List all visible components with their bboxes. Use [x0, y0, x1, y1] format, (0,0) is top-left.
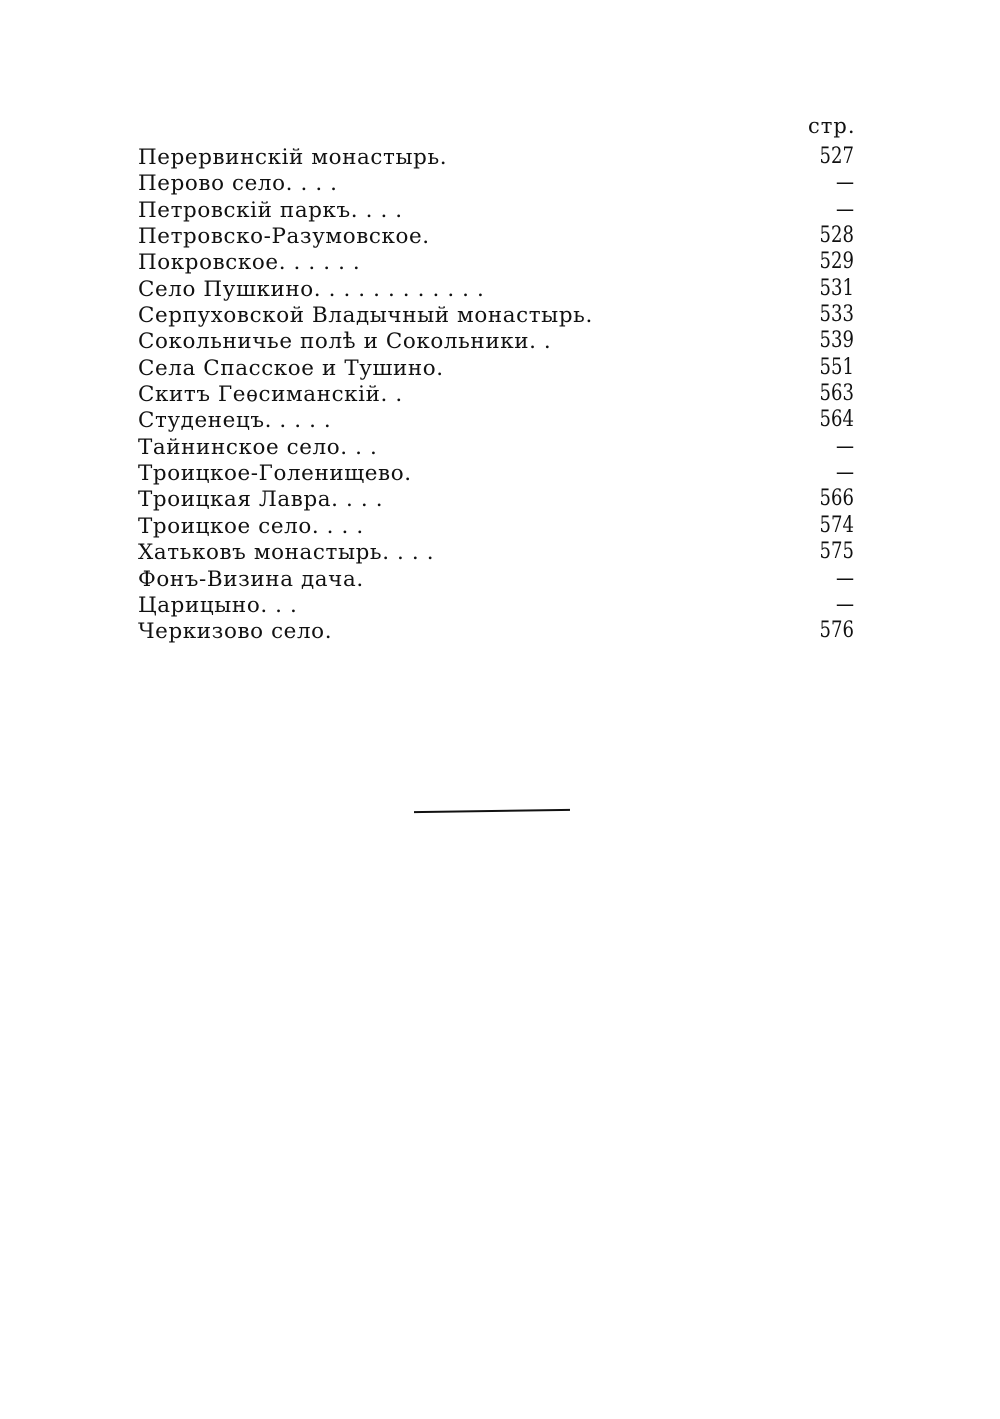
toc-entry-page: 528	[819, 223, 854, 249]
toc-entry-title: Фонъ-Визина дача.	[138, 566, 364, 591]
toc-entry-title: Покровское. . . . . .	[138, 250, 361, 275]
toc-entry-page: 576	[819, 618, 854, 644]
toc-entry-title: Студенецъ. . . . .	[138, 408, 332, 433]
toc-entry	[138, 539, 868, 565]
toc-entry	[138, 460, 868, 486]
end-rule	[414, 809, 570, 813]
toc-entry-title: Троицкое-Голенищево.	[138, 461, 412, 486]
toc-entry-page: 527	[819, 144, 854, 169]
toc-entry-title: Сокольничье полѣ и Сокольники. .	[138, 329, 552, 354]
toc-entry-title: Скитъ Геѳсиманскій. .	[138, 382, 403, 407]
toc-entry-page: 539	[819, 328, 854, 354]
toc-entry-title: Серпуховской Владычный монастырь.	[138, 303, 593, 328]
toc-entry	[138, 513, 868, 539]
toc-entry-page: —	[835, 460, 854, 486]
toc-entry	[138, 566, 868, 592]
toc-entry	[138, 302, 868, 328]
toc-entry	[138, 592, 868, 618]
toc-entry-title: Село Пушкино. . . . . . . . . . . .	[138, 276, 485, 301]
toc-entry-title: Царицыно. . .	[138, 592, 298, 617]
toc-entry-page: 529	[819, 249, 854, 275]
toc-entry	[138, 249, 868, 275]
toc-entry-title: Тайнинское село. . .	[138, 434, 378, 459]
toc-entry-page: —	[835, 170, 854, 196]
toc-entry-page: —	[835, 591, 854, 617]
toc-entry-title: Троицкое село. . . .	[138, 513, 364, 538]
toc-entry-page: 574	[819, 512, 854, 538]
toc-entry-page: 564	[819, 407, 854, 433]
toc-entry	[138, 407, 868, 433]
toc-entry-page: 575	[819, 539, 854, 565]
toc-entry-title: Села Спасское и Тушино.	[138, 355, 444, 380]
toc-entry	[138, 618, 868, 644]
toc-entry-title: Хатьковъ монастырь. . . .	[138, 540, 435, 565]
toc-entry-page: 533	[819, 302, 854, 328]
toc-entry-page: 566	[819, 486, 854, 512]
toc-entry-page: —	[835, 565, 854, 591]
toc-entry-title: Троицкая Лавра. . . .	[138, 487, 384, 512]
toc-entry	[138, 328, 868, 354]
toc-entry	[138, 486, 868, 512]
toc-entry	[138, 355, 868, 381]
toc-entry	[138, 170, 868, 196]
toc-entry	[138, 223, 868, 249]
toc-entry-title: Перово село. . . .	[138, 171, 338, 196]
toc-entry-page: —	[835, 433, 854, 459]
toc-entry-page: —	[835, 196, 854, 222]
toc-entry	[138, 381, 868, 407]
toc-entry	[138, 276, 868, 302]
table-of-contents	[138, 144, 868, 645]
toc-entry-page: 563	[819, 381, 854, 407]
toc-entry-page: 551	[819, 354, 854, 380]
toc-entry-title: Петровскій паркъ. . . .	[138, 197, 403, 222]
toc-entry	[138, 144, 868, 170]
toc-entry-page: 531	[819, 275, 854, 301]
toc-entry-title: Перервинскій монастырь.	[138, 145, 448, 169]
page-column-label: стр.	[808, 114, 856, 138]
toc-entry	[138, 197, 868, 223]
toc-entry-title: Петровско-Разумовское.	[138, 224, 430, 249]
toc-entry	[138, 434, 868, 460]
toc-entry-title: Черкизово село.	[138, 619, 333, 644]
